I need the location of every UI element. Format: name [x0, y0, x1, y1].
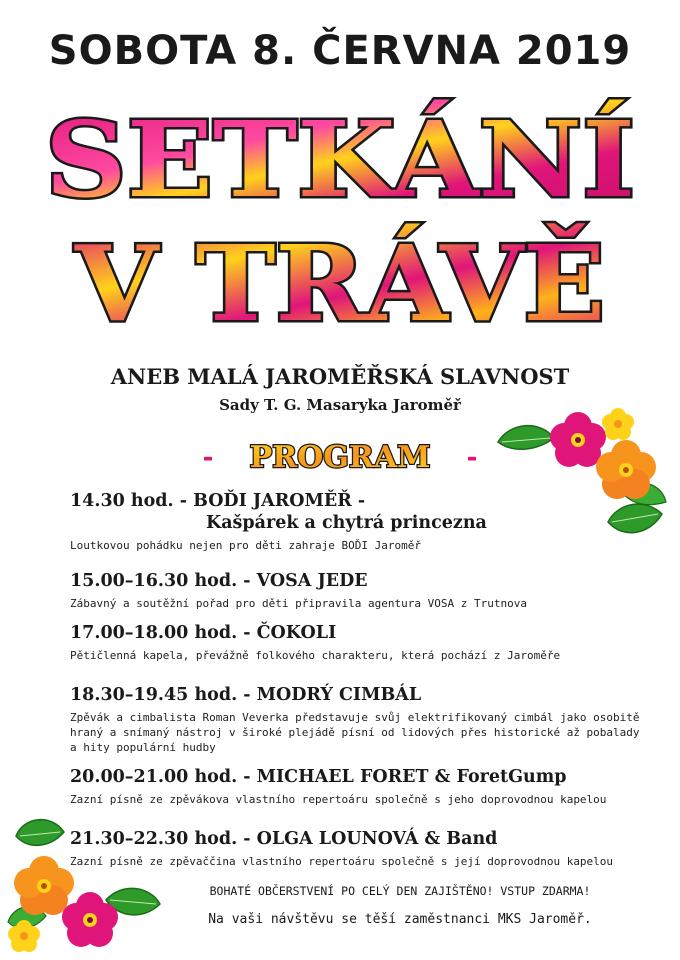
event-2-heading: [70, 570, 660, 592]
subtitle: ANEB MALÁ JAROMĚŘSKÁ SLAVNOST: [110, 364, 570, 389]
event-3-description: Pětičlenná kapela, převážně folkového charakteru, která pochází z Jaroměře: [70, 649, 561, 662]
event-3-heading: [70, 622, 660, 644]
event-5-description: Zazní písně ze zpěvákova vlastního repertoáru společně s jeho doprovodnou kapelou: [70, 793, 607, 806]
event-2-time: 15.00–16.30 hod.: [70, 571, 238, 591]
program-label: PROGRAM: [249, 440, 431, 475]
event-6-title: - OLGA LOUNOVÁ & Band: [243, 829, 498, 849]
event-4: [70, 684, 660, 755]
event-1-description: Loutkovou pohádku nejen pro děti zahraje BOĎI Jaroměř: [70, 539, 421, 552]
venue: Sady T. G. Masaryka Jaroměř: [219, 396, 461, 414]
event-3-title: - ČOKOLI: [243, 623, 337, 643]
program-heading-art: [190, 436, 490, 476]
hibiscus-orange-icon: [596, 440, 656, 499]
hibiscus-cluster-bottom-left-icon: [6, 812, 166, 956]
event-4-title: - MODRÝ CIMBÁL: [243, 685, 422, 705]
event-5-heading: [70, 766, 660, 788]
event-4-description-line-1: Zpěvák a cimbalista Roman Veverka představuje svůj elektrifikovaný cimbál jako osobitě: [70, 711, 640, 724]
program-dash-right: -: [466, 443, 478, 473]
title-line-2-wrap: [0, 222, 680, 345]
event-6-time: 21.30–22.30 hod.: [70, 829, 238, 849]
hibiscus-pink-icon: [550, 412, 606, 467]
event-4-description: [70, 710, 660, 755]
event-1-time: 14.30 hod.: [70, 491, 174, 511]
event-1-subtitle: Kašpárek a chytrá princezna: [206, 513, 487, 533]
event-5-time: 20.00–21.00 hod.: [70, 767, 238, 787]
event-date: SOBOTA 8. ČERVNA 2019: [48, 28, 632, 74]
event-1-title: - BOĎI JAROMĚŘ -: [179, 491, 366, 511]
event-2: [70, 570, 660, 611]
title-line-1-wrap: [0, 98, 680, 221]
event-3: [70, 622, 660, 663]
title-line-2-art: [60, 222, 620, 345]
footer-greeting: Na vaši návštěvu se těší zaměstnanci MKS Jaroměř.: [208, 912, 592, 927]
title-line-1-art: [30, 98, 650, 221]
event-2-title: - VOSA JEDE: [243, 571, 368, 591]
event-5: [70, 766, 660, 807]
flower-yellow-icon: [602, 408, 634, 440]
event-6-description: Zazní písně ze zpěvaččina vlastního repertoáru společně s její doprovodnou kapelou: [70, 855, 614, 868]
hibiscus-cluster-top-right-icon: [490, 410, 670, 560]
footer-refreshments: BOHATÉ OBČERSTVENÍ PO CELÝ DEN ZAJIŠTĚNO! VSTUP ZDARMA!: [209, 884, 591, 898]
event-4-description-line-3: a hity populární hudby: [70, 741, 216, 754]
event-4-description-line-2: hraný a snímaný nástroj v široké plejádě písní od lidových přes historické až pobalady: [70, 726, 640, 739]
program-dash-left: -: [202, 443, 214, 473]
event-4-time: 18.30–19.45 hod.: [70, 685, 238, 705]
event-5-title: - MICHAEL FORET & ForetGump: [243, 767, 567, 787]
title-line-2: V TRÁVĚ: [73, 222, 605, 345]
title-line-1: SETKÁNÍ: [45, 98, 635, 221]
hibiscus-orange-icon: [14, 856, 74, 915]
event-3-time: 17.00–18.00 hod.: [70, 623, 238, 643]
event-4-heading: [70, 684, 660, 706]
event-2-description: Zábavný a soutěžní pořad pro děti připravila agentura VOSA z Trutnova: [70, 597, 527, 610]
